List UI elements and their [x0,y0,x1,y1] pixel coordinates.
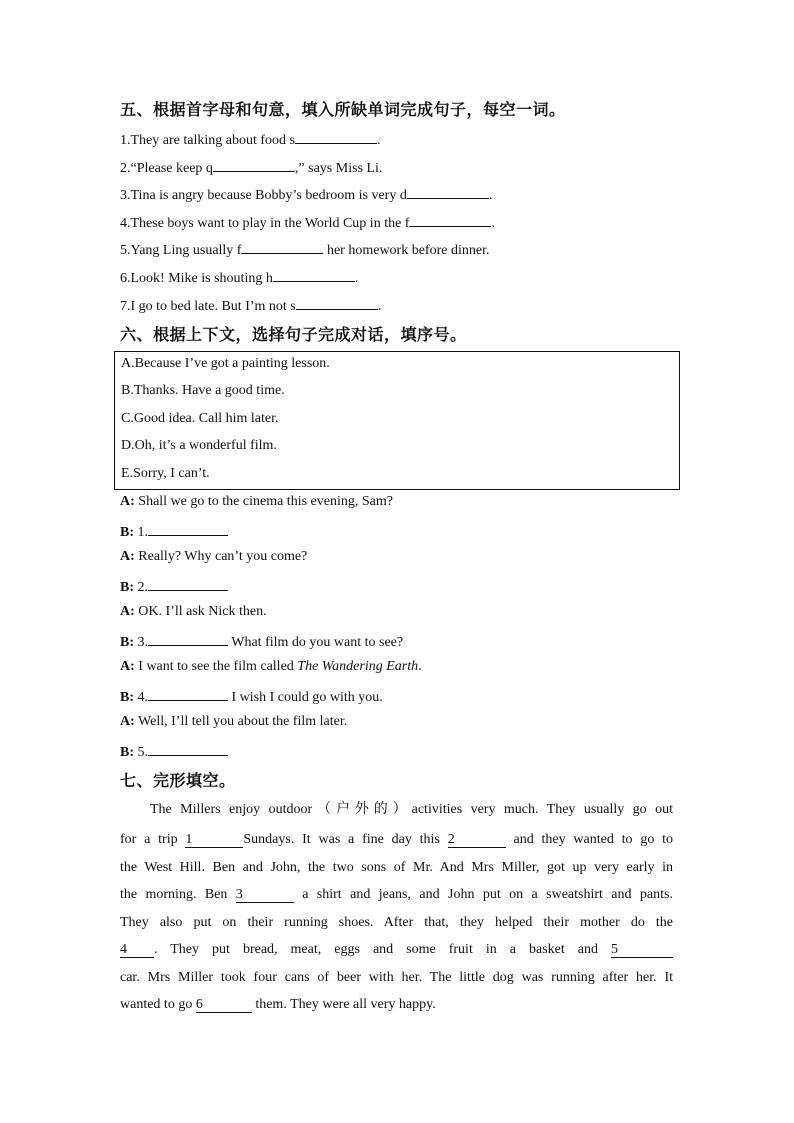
s5-item-1: 1.They are talking about food s . [120,129,380,150]
dialogue-line-4: B: 2. [120,576,228,597]
answer-blank[interactable] [273,267,355,282]
cloze-line-1: The Millers enjoy outdoor（户外的）activities very much. They usually go out [150,802,673,817]
answer-blank[interactable] [148,521,228,536]
s5-item-2: 2.“Please keep q ,” says Miss Li. [120,157,382,178]
answer-blank[interactable] [148,741,228,756]
film-title: The Wandering Earth [297,659,419,674]
dialogue-line-9: A: Well, I’ll tell you about the film later. [120,714,348,729]
dialogue-line-6: B: 3. What film do you want to see? [120,631,403,652]
cloze-blank-3[interactable]: 3 [236,887,294,903]
answer-blank[interactable] [407,184,489,199]
answer-blank[interactable] [148,576,228,591]
option-d: D.Oh, it’s a wonderful film. [121,438,277,453]
option-a: A.Because I’ve got a painting lesson. [121,356,330,371]
s5-item-4: 4.These boys want to play in the World Cup in the f . [120,212,495,233]
s5-item-7: 7.I go to bed late. But I’m not s . [120,295,381,316]
cloze-line-3: the West Hill. Ben and John, the two sons of Mr. And Mrs Miller, got up very early in [120,860,673,875]
dialogue-line-7: A: I want to see the film called The Wandering Earth. [120,659,422,674]
dialogue-line-2: B: 1. [120,521,228,542]
section5-heading: 五、根据首字母和句意，填入所缺单词完成句子，每空一词。 [120,100,566,119]
cloze-line-8: wanted to go 6 them. They were all very happy. [120,997,436,1012]
dialogue-line-1: A: Shall we go to the cinema this evening, Sam? [120,494,393,509]
options-box [114,351,680,490]
option-e: E.Sorry, I can’t. [121,466,210,481]
answer-blank[interactable] [148,686,228,701]
answer-blank[interactable] [296,295,378,310]
dialogue-line-10: B: 5. [120,741,228,762]
s5-item-3: 3.Tina is angry because Bobby’s bedroom is very d . [120,184,492,205]
answer-blank[interactable] [295,129,377,144]
dialogue-line-5: A: OK. I’ll ask Nick then. [120,604,267,619]
dialogue-line-8: B: 4. I wish I could go with you. [120,686,383,707]
cloze-line-6: 4 . They put bread, meat, eggs and some fruit in a basket and 5 [120,941,673,959]
cloze-line-5: They also put on their running shoes. After that, they helped their mother do the [120,915,673,930]
answer-blank[interactable] [409,212,491,227]
option-b: B.Thanks. Have a good time. [121,383,285,398]
s5-item-5: 5.Yang Ling usually f her homework before dinner. [120,239,489,260]
answer-blank[interactable] [148,631,228,646]
answer-blank[interactable] [241,239,323,254]
option-c: C.Good idea. Call him later. [121,411,279,426]
cloze-blank-5[interactable]: 5 [611,942,673,958]
cloze-blank-4[interactable]: 4 [120,942,154,958]
cloze-line-2: for a trip 1 Sundays. It was a fine day this 2 and they wanted to go to [120,832,674,847]
cloze-line-7: car. Mrs Miller took four cans of beer with her. The little dog was running after her. It [120,970,673,985]
section6-heading: 六、根据上下文，选择句子完成对话，填序号。 [120,325,467,344]
s5-item-6: 6.Look! Mike is shouting h . [120,267,358,288]
dialogue-line-3: A: Really? Why can’t you come? [120,549,308,564]
cloze-line-4: the morning. Ben 3 a shirt and jeans, and John put on a sweatshirt and pants. [120,887,673,902]
cloze-blank-1[interactable]: 1 [185,832,243,848]
cloze-blank-6[interactable]: 6 [196,997,252,1013]
section7-heading: 七、完形填空。 [120,771,236,790]
cloze-blank-2[interactable]: 2 [448,832,506,848]
answer-blank[interactable] [213,157,295,172]
